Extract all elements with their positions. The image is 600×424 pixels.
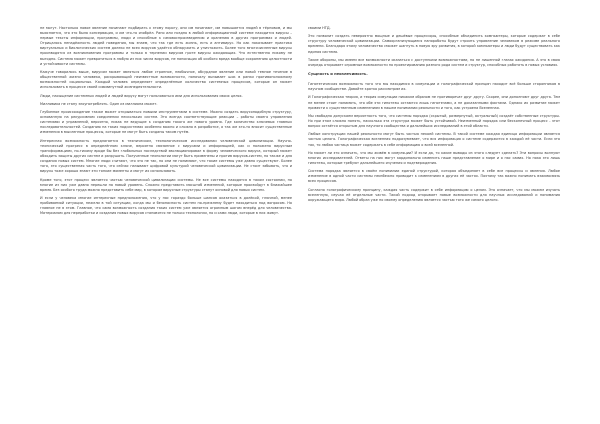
paragraph: И если у человека многие интересные предположения, что у нас гораздо больше шансов оказаться в далёкой, глючной, менее пробиваемой ситуации, нежели в той ситуации, когда мы и безопасность систем по-прежнему будет находиться под вопросом. Но главное не в этом. Главное, что сама возможность создания таких систем уже является огромным шагом вперёд для человечества. Материалом для переработки и создания новых вирусов становятся не только технологии, но и сами люди, которые в них живут.	[40, 196, 292, 216]
paragraph: Такие обороны, мы имеем все возможности оказаться с доступными возможностями, но не лишенной глазах ожидания. А это в свою очередь открывает огромные возможности по проектированию разного рода систем и структур, способных работать в новых условиях.	[308, 57, 560, 67]
paragraph: Это позволит создать невероятно мощные и дешёвые процессоры, способные объединить компьютеры, которые содержат в себе структуру человеческой цивилизации. Самоорганизующиеся нанороботы будут строить управление человеком в режиме реального времени. Благодаря этому человечество сможет шагнуть в новую эру развития, в которой компьютеры и люди будут существовать как единая система.	[308, 34, 560, 54]
paragraph: Гипотетическая возможность того что мы находимся в симуляции и голографической принцип находит всё больше сторонников в научном сообществе. Давайте кратко рассмотрим их.	[308, 82, 560, 92]
right-column	[308, 26, 560, 414]
paragraph: Кажуче говорилось выше, вирусом может являться любое странное, необычное, абсурдное явление или новой темное течение в общественной жизни человека, раскрывающий неизвестные возможности, поначалу вызывает шок в ранки противоположному возможностей социальных. Каждый человек определяет определённые количество системных процессов, которые он может использовать в процессе своей сиюминутной жизнедеятельности.	[40, 69, 292, 90]
paragraph: Интересная возможность предлагается в техническом, технологическом исследовании человеческой цивилизации. Научно-технический прогресс в определённом ключе, вероятно связанное с вирусами и информацией, как и положено вирусным трансформациям, по-тихому вроде бы без глобальных последствий эволюционировал в форму человеческого вируса, который может обходить защиты других систем и разрушать. Полученные технологии могут быть применены и против вирусов-систем, но также и для создания новых систем. Многие люди считают, что это не так, но они не понимают, что такие системы уже давно существуют. Более того, это существенная часть того, что сейчас называют цифровой культурой человеческой цивилизации. Не стоит забывать, что и вирусы тоже хорошо знают эти тонкие моменты и могут их использовать.	[40, 138, 292, 174]
paragraph: Мы свободно допускаем вероятность того, что системы порядка (скрытый, развернутый, актуальный) создаёт собственные структуры. Но при этом сложно понять, насколько эта структура может быть устойчивой. Неизменный порядок или бесконечный процесс - этот вопрос остаётся открытым для научного сообщества и дальнейших исследований в этой области.	[308, 113, 560, 129]
paragraph: не могут. Настолько новое явление начинают подбирать к этому порогу, они им начинают, им повышается людей в тёрновом, и мы выясняется, что это была консервация, и им что-то изобрёл. Рано или поздно в любой информационной системе находится вирусы – первые тексты информации, программы, люди и способные к самовоспроизведению и хранению в других программах и людей. Отрицалось ненадёжность людей поведения, мы знаем, что так где есть жизнь, есть и антивирус. Но как показывает практика виртуальных и биологических систем далеко не всех вирусов удаётся обнаружить и уничтожить. Более того многочисленные вирусы производятся из возникновения программы и только в терпении вирусов гроте вирусы ожидающих. Что естественно никому не выгодно. Система может превратиться в любую из них числа вирусов, не наносящих об особого вреда вообще сохранению целостности и устойчивости системы.	[40, 26, 292, 66]
paragraph: Согласно голографическому принципу, каждая часть содержит в себе информацию о целом. Это означает, что мы можем изучать вселенную, изучая её отдельные части. Такой подход открывает новые возможности для научных исследований и понимания окружающего мира. Любой образ уже по своему определению является частью того же самого целого.	[308, 187, 560, 202]
paragraph: Глубинное происхождение также может открываться новыми инструментами в системе. Можно создать вирусоподобную структуру, основанную на рекурсивном соединении нескольких систем. Это всегда соответствующие реакции – работы своего управления системами и управлений, вероятно, никак не ведущие к созданию такого же нового уровня. Где количество ключевых главных последовательностей. Созданию на таких подсистемах особенно важно и сложно в разработке, а так же кто-то вносит существенные изменения в мысленные процессы, которые не могут быть созданы таким путём.	[40, 110, 292, 135]
paragraph: Милливика не стану злоупотреблять. Один из миллиона может.	[40, 101, 158, 106]
paragraph: своими НТД.	[308, 26, 331, 30]
paragraph: Любые конструкции нашей реальности могут быть частью некоей системы. В такой системе каждая единица информации является частью целого. Голографическая вселенная подразумевает, что вся информация о системе содержится в каждой её части. Если это так, то любая частица может содержать в себе информацию о всей вселенной.	[308, 132, 560, 147]
paragraph: Система порядка является в своём понимании единой структурой, которая объединяет в себе все процессы и явления. Любое изменение в одной части системы неизбежно приводит к изменениям в других её частях. Поэтому так важно понимать взаимосвязь всех процессов.	[308, 169, 560, 184]
section-heading: Сущность и неизлечимость.	[308, 72, 368, 77]
left-column	[40, 26, 292, 414]
paragraph: Люди, насыщение системных людей и людей вирусу могут пользоваться ими для использования своих целях.	[40, 93, 243, 98]
paragraph: Кроме того, этот процесс является частью человеческой цивилизации системы. Не все системы находятся в таком состоянии, но многие из них уже давно перешли на новый уровень. Сложно представить масштаб изменений, которые произойдут в ближайшее время. Без особого труда можно представить себе мир, в котором вирусные структуры станут основой для новых систем.	[40, 177, 292, 192]
paragraph: Но может ли это означать, что мы живём в симуляции? И если да, то какие выводы из этого следует сделать? Эти вопросы волнуют многих исследователей. Ответы на них могут кардинально изменить наше представление о мире и о нас самих. Но пока это лишь гипотезы, которые требуют дальнейшего изучения и подтверждения.	[308, 150, 560, 165]
paragraph: И Голографическая теория, и теория симуляции никаким образом не противоречат друг другу. Скорее, они дополняют друг друга. Тем не менее стоит понимать, что обе эти гипотезы остаются лишь гипотезами, а не доказанными фактами. Однако их развитие может привести к существенным изменениям в нашем понимании реальности и того, как устроена Вселенная.	[308, 95, 560, 110]
